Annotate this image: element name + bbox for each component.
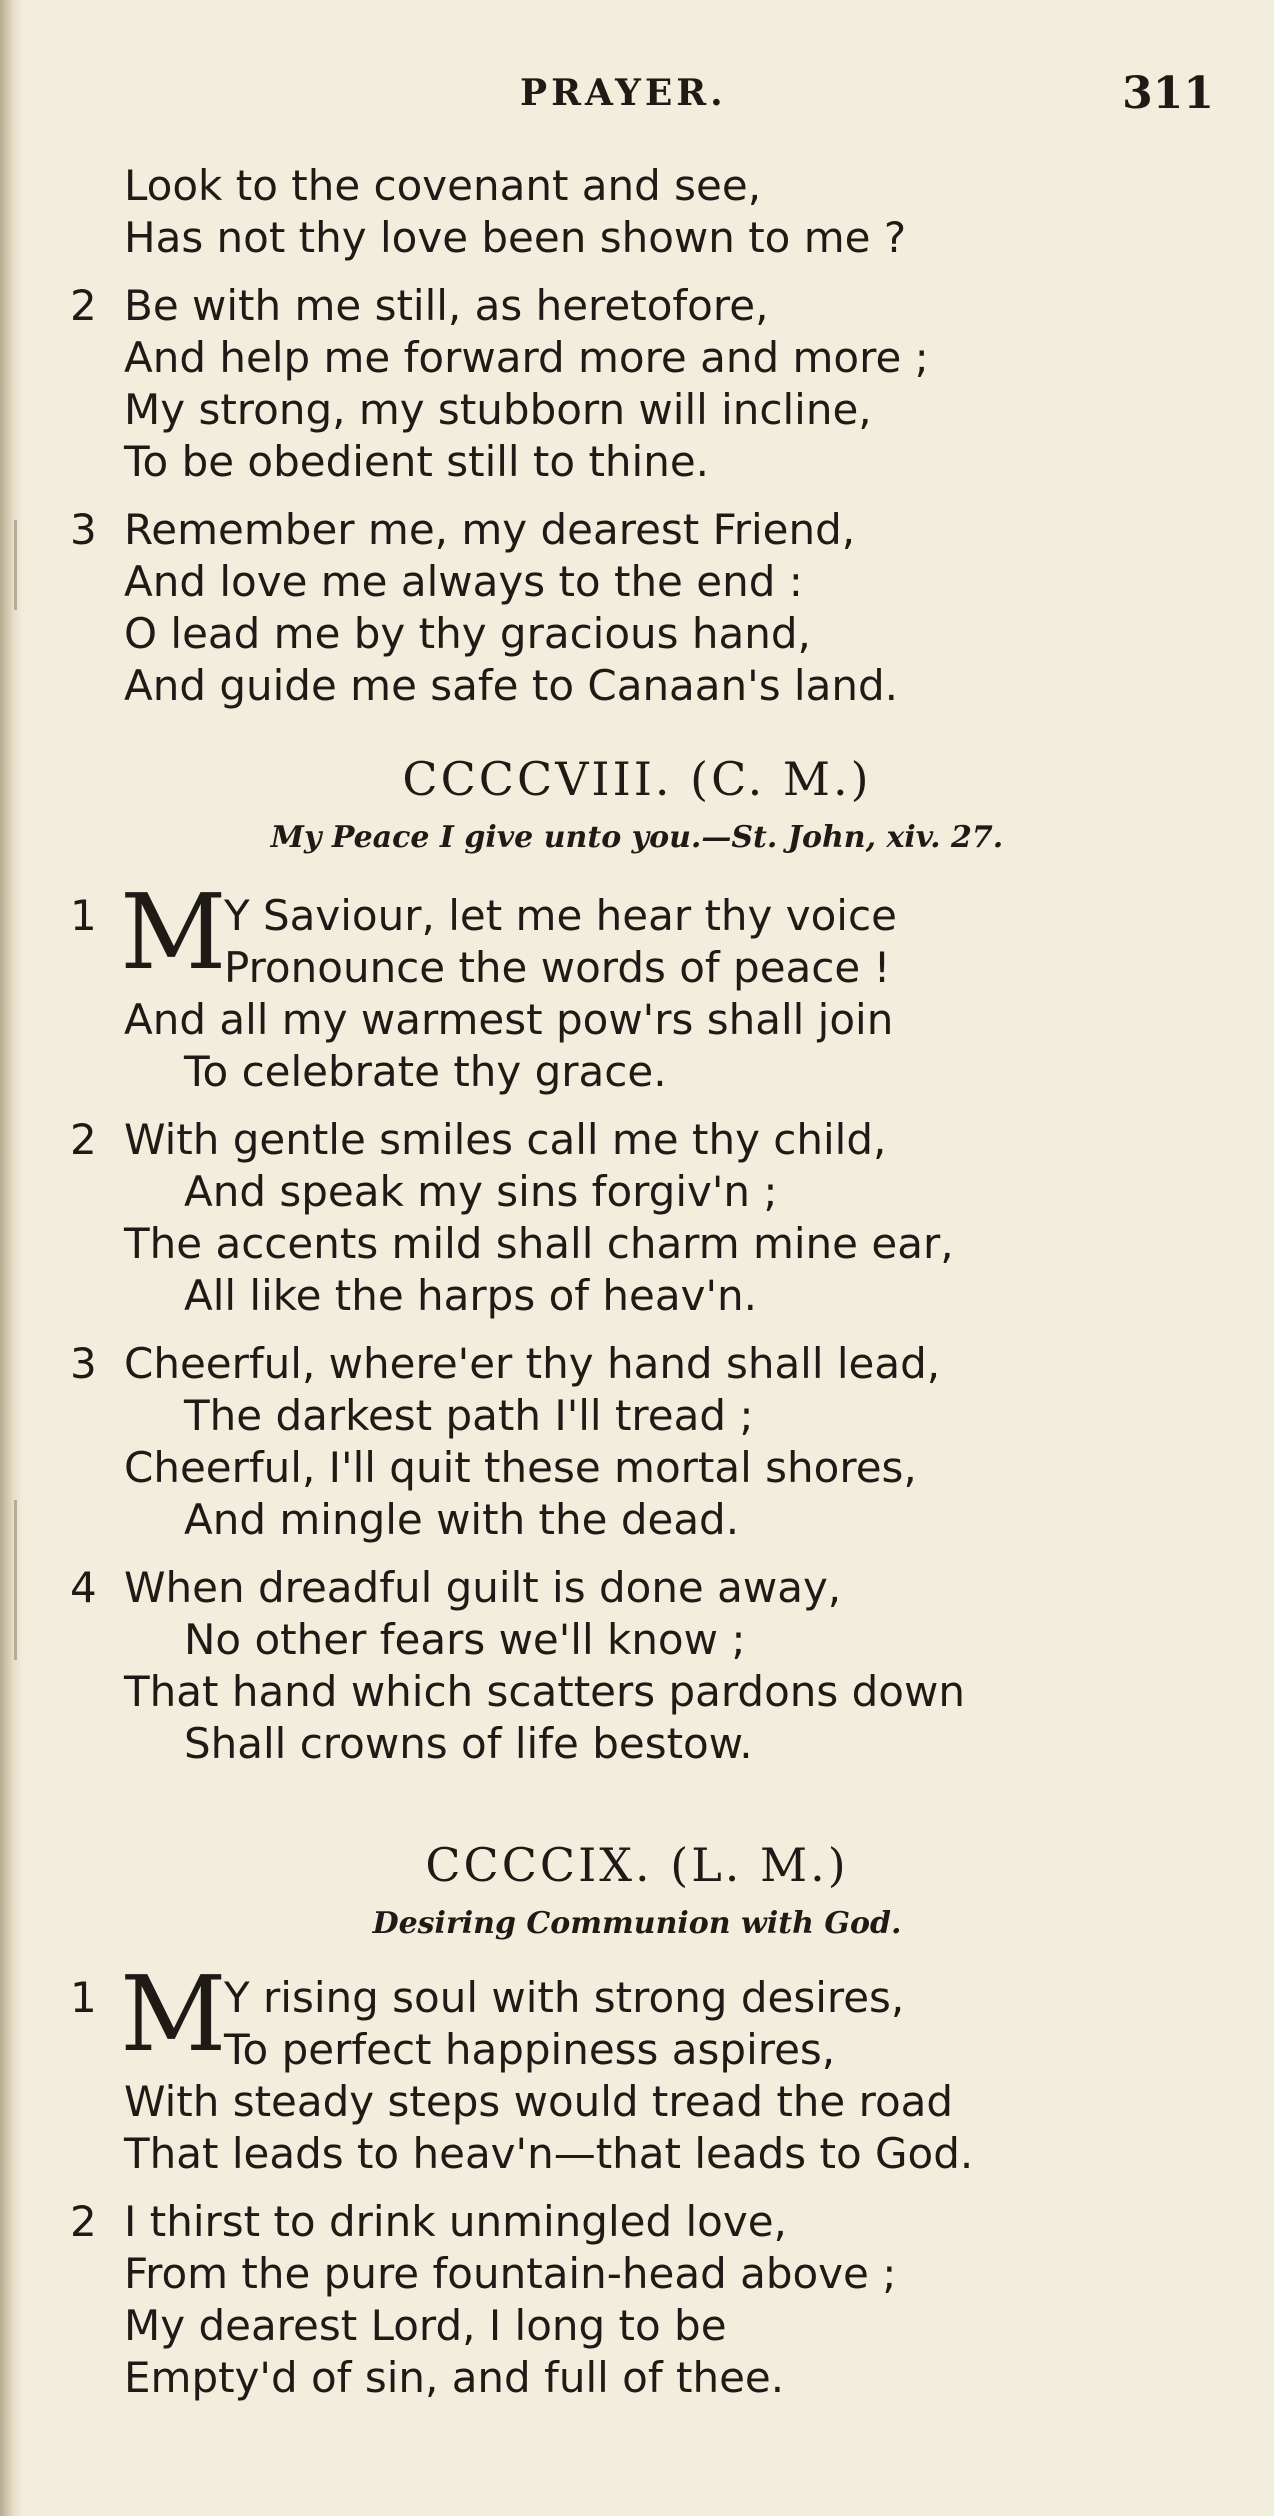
verse-text: All like the harps of heav'n.	[184, 1271, 757, 1320]
verse-text: From the pure fountain-head above ;	[124, 2249, 897, 2298]
gutter-mark	[14, 520, 17, 610]
verse-text: That leads to heav'n—that leads to God.	[124, 2129, 974, 2178]
verse-text: Remember me, my dearest Friend,	[124, 505, 856, 554]
verse-text: And mingle with the dead.	[184, 1495, 740, 1544]
verse-text: No other fears we'll know ;	[184, 1615, 746, 1664]
verse-text: To be obedient still to thine.	[124, 437, 710, 486]
verse-text: When dreadful guilt is done away,	[124, 1563, 842, 1612]
verse-text: I thirst to drink unmingled love,	[124, 2197, 787, 2246]
verse-number: 1	[70, 891, 97, 940]
verse-text: The darkest path I'll tread ;	[184, 1391, 754, 1440]
verse-text: With steady steps would tread the road	[124, 2077, 954, 2126]
verse-number: 2	[70, 281, 97, 330]
verse-text: Y Saviour, let me hear thy voice	[224, 891, 897, 940]
verse-text: Cheerful, where'er thy hand shall lead,	[124, 1339, 941, 1388]
hymn-title: CCCCVIII. (C. M.)	[402, 752, 872, 806]
verse-text: Empty'd of sin, and full of thee.	[124, 2353, 785, 2402]
verse-text: To celebrate thy grace.	[184, 1047, 667, 1096]
verse-text: Shall crowns of life bestow.	[184, 1719, 753, 1768]
verse-text: And speak my sins forgiv'n ;	[184, 1167, 778, 1216]
verse-number: 2	[70, 1115, 97, 1164]
verse-text: And all my warmest pow'rs shall join	[124, 995, 894, 1044]
page-binding-edge	[0, 0, 22, 2516]
running-title: PRAYER.	[520, 72, 727, 114]
verse-text: Y rising soul with strong desires,	[224, 1973, 905, 2022]
verse-text: And love me always to the end :	[124, 557, 803, 606]
verse-text: Pronounce the words of peace !	[224, 943, 891, 992]
gutter-mark	[14, 1500, 17, 1660]
verse-text: O lead me by thy gracious hand,	[124, 609, 811, 658]
verse-text: That hand which scatters pardons down	[124, 1667, 965, 1716]
hymn-subtitle: Desiring Communion with God.	[372, 1906, 902, 1941]
verse-text: Look to the covenant and see,	[124, 161, 762, 210]
verse-text: To perfect happiness aspires,	[224, 2025, 836, 2074]
verse-text: My strong, my stubborn will incline,	[124, 385, 872, 434]
verse-text: The accents mild shall charm mine ear,	[124, 1219, 954, 1268]
verse-number: 3	[70, 505, 97, 554]
drop-cap: M	[120, 1953, 227, 2075]
verse-text: My dearest Lord, I long to be	[124, 2301, 727, 2350]
page-number: 311	[1122, 68, 1214, 119]
drop-cap: M	[120, 871, 227, 993]
verse-text: Cheerful, I'll quit these mortal shores,	[124, 1443, 917, 1492]
verse-text: Has not thy love been shown to me ?	[124, 213, 907, 262]
verse-text: And guide me safe to Canaan's land.	[124, 661, 898, 710]
verse-number: 1	[70, 1973, 97, 2022]
hymn-title: CCCCIX. (L. M.)	[425, 1838, 849, 1892]
verse-text: With gentle smiles call me thy child,	[124, 1115, 887, 1164]
verse-number: 3	[70, 1339, 97, 1388]
verse-text: And help me forward more and more ;	[124, 333, 929, 382]
verse-text: Be with me still, as heretofore,	[124, 281, 769, 330]
hymn-subtitle: My Peace I give unto you.—St. John, xiv. 27.	[270, 820, 1004, 855]
page-header	[0, 68, 1274, 128]
verse-number: 4	[70, 1563, 97, 1612]
verse-number: 2	[70, 2197, 97, 2246]
